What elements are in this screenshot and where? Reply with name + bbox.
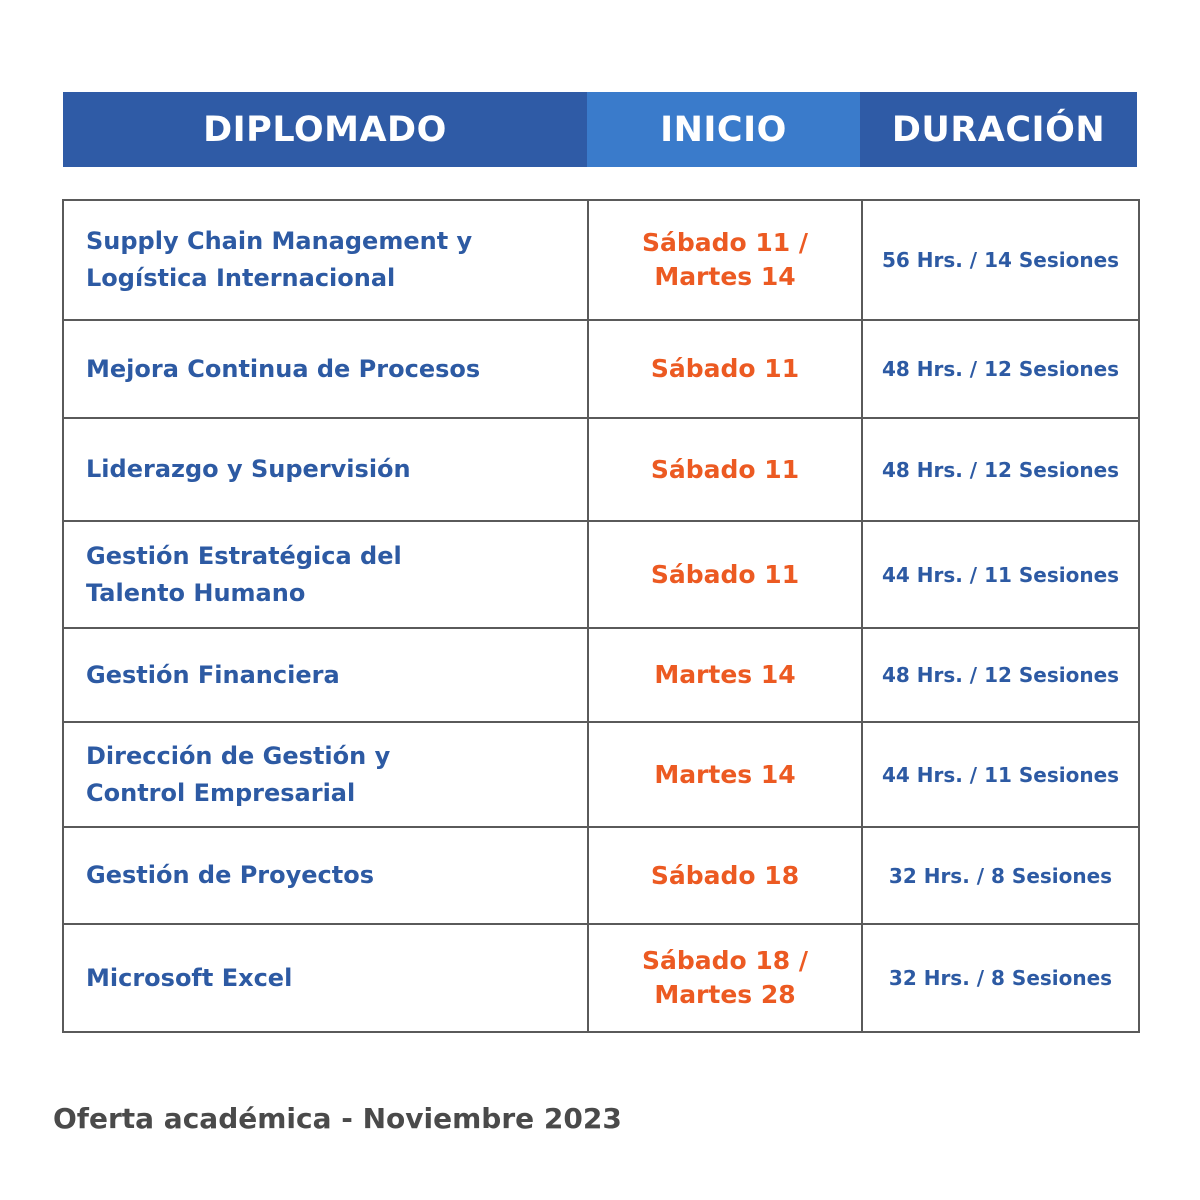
duration: 32 Hrs. / 8 Sesiones [888,966,1113,990]
start-date: Sábado 18 [650,860,800,890]
duration: 32 Hrs. / 8 Sesiones [888,863,1113,888]
course-name-cell [63,722,588,827]
table-row [63,521,1139,628]
header-diplomado: DIPLOMADO [63,92,587,167]
course-name-cell [63,827,588,924]
start-cell [588,722,862,827]
table-row [63,418,1139,521]
course-name: Gestión Estratégica del Talento Humano [86,541,402,607]
table-row [63,722,1139,827]
course-name: Microsoft Excel [86,963,293,992]
table-row [63,924,1139,1032]
table-row [63,827,1139,924]
duration-cell [862,628,1139,722]
course-name-cell [63,418,588,521]
start-cell [588,628,862,722]
course-name: Gestión de Proyectos [86,861,375,889]
duration: 48 Hrs. / 12 Sesiones [881,457,1120,482]
course-name-cell [63,521,588,628]
course-name: Gestión Financiera [86,660,340,689]
course-name-cell [63,200,588,320]
start-date: Martes 14 [654,660,796,689]
start-date: Sábado 11 [650,354,800,383]
duration: 44 Hrs. / 11 Sesiones [881,762,1120,787]
course-table [62,199,1140,1033]
start-date: Sábado 11 [650,454,800,484]
duration: 44 Hrs. / 11 Sesiones [881,562,1120,587]
course-name: Liderazgo y Supervisión [86,455,411,483]
duration-cell [862,320,1139,418]
start-cell [588,924,862,1032]
start-date: Martes 14 [654,759,796,789]
duration-cell [862,200,1139,320]
course-name-cell [63,628,588,722]
duration-cell [862,418,1139,521]
start-cell [588,521,862,628]
duration-cell [862,521,1139,628]
start-cell [588,418,862,521]
course-name-cell [63,320,588,418]
start-cell [588,200,862,320]
duration-cell [862,924,1139,1032]
header-duracion: DURACIÓN [860,92,1137,167]
duration: 56 Hrs. / 14 Sesiones [881,248,1120,272]
duration-cell [862,827,1139,924]
duration: 48 Hrs. / 12 Sesiones [881,663,1120,687]
start-date: Sábado 11 [650,559,800,589]
start-cell [588,320,862,418]
duration-cell [862,722,1139,827]
table-row [63,320,1139,418]
table-row [63,628,1139,722]
course-name-cell [63,924,588,1032]
table-header [63,92,1137,167]
course-name: Mejora Continua de Procesos [86,354,481,383]
course-name: Dirección de Gestión y Control Empresarial [86,741,391,807]
start-cell [588,827,862,924]
start-date: Sábado 11 / Martes 14 [641,228,809,291]
header-inicio: INICIO [587,92,860,167]
footer-caption: Oferta académica - Noviembre 2023 [53,1102,622,1135]
table-row [63,200,1139,320]
duration: 48 Hrs. / 12 Sesiones [881,357,1120,381]
course-name: Supply Chain Management y Logística Internacional [86,227,473,292]
start-date: Sábado 18 / Martes 28 [641,946,809,1009]
